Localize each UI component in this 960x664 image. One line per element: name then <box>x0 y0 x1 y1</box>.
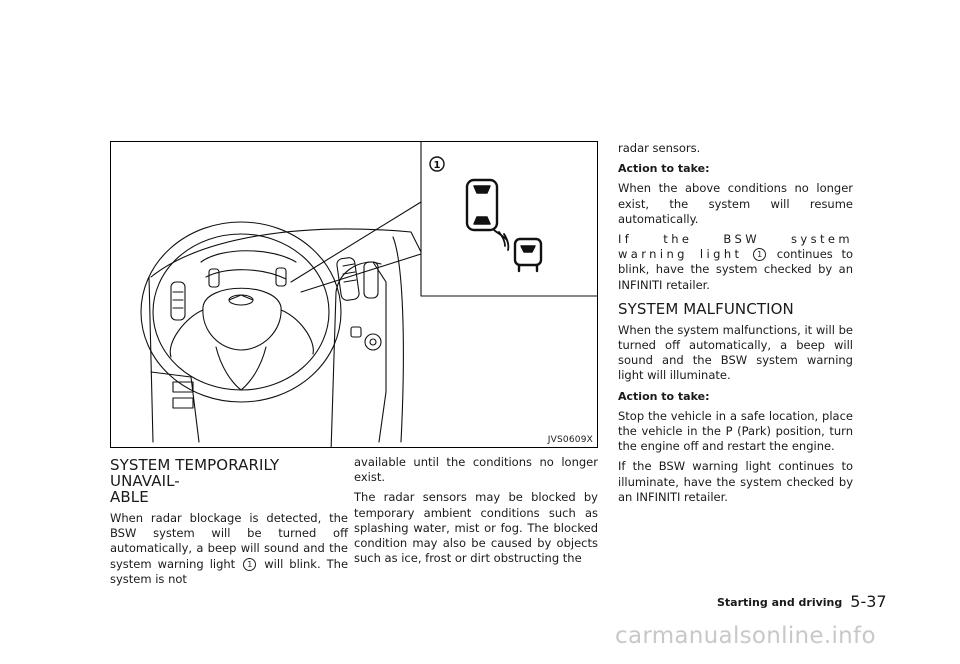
action-label: Action to take: <box>618 162 710 176</box>
bsw-warning-icon <box>467 180 541 271</box>
paragraph: If the BSW warning light continues to illuminate, have the system checked by an INFINITI retailer. <box>618 459 853 504</box>
callout-number: 1 <box>247 559 253 569</box>
paragraph-text: When radar blockage is detected, the BSW system will be turned off automatically, a beep will sound and the system warning light <box>110 511 348 571</box>
page-number: 5-37 <box>850 592 887 611</box>
dashboard-illustration <box>111 142 598 448</box>
section-heading-unavailable <box>110 457 348 505</box>
action-label: Action to take: <box>618 389 710 403</box>
footer-section: Starting and driving <box>717 596 843 609</box>
paragraph: The radar sensors may be blocked by temporary ambient conditions such as splashing water, mist or fog. The blocked condition may also be caused by objects such as ice, frost or dirt obstructing the <box>354 490 598 566</box>
column-right <box>618 141 853 510</box>
paragraph-text: will blink. The system is not <box>110 556 349 586</box>
figure-code: JVS0609X <box>547 435 593 445</box>
section-heading-malfunction: SYSTEM MALFUNCTION <box>618 299 794 318</box>
paragraph-text: continues to blink, have the system checked by an INFINITI retailer. <box>618 247 854 292</box>
paragraph <box>618 232 853 293</box>
paragraph: Stop the vehicle in a safe location, place the vehicle in the P (Park) position, turn the engine off and restart the engine. <box>618 408 853 454</box>
column-left <box>110 457 348 592</box>
callout-marker <box>243 558 256 571</box>
page-footer <box>717 592 887 611</box>
paragraph: available until the conditions no longer exist. <box>354 455 598 485</box>
paragraph: When the above conditions no longer exist, the system will resume automatically. <box>618 181 853 226</box>
callout-marker <box>753 248 766 261</box>
column-middle <box>354 455 598 571</box>
watermark: carmanualsonline.info <box>615 623 876 649</box>
callout-number: 1 <box>757 250 763 260</box>
callout-marker <box>430 157 444 171</box>
paragraph-text: If the BSW system warning light <box>618 232 853 262</box>
callout-number: 1 <box>433 160 441 171</box>
paragraph <box>110 511 348 587</box>
paragraph: When the system malfunctions, it will be turned off automatically, a beep will sound and the BSW system warning light will illuminate. <box>618 322 853 383</box>
dashboard-figure <box>110 141 598 448</box>
paragraph: radar sensors. <box>618 141 701 155</box>
paragraph <box>618 389 853 404</box>
paragraph <box>618 161 853 176</box>
heading-line: ABLE <box>110 488 149 506</box>
heading-line: SYSTEM TEMPORARILY UNAVAIL- <box>110 456 280 490</box>
